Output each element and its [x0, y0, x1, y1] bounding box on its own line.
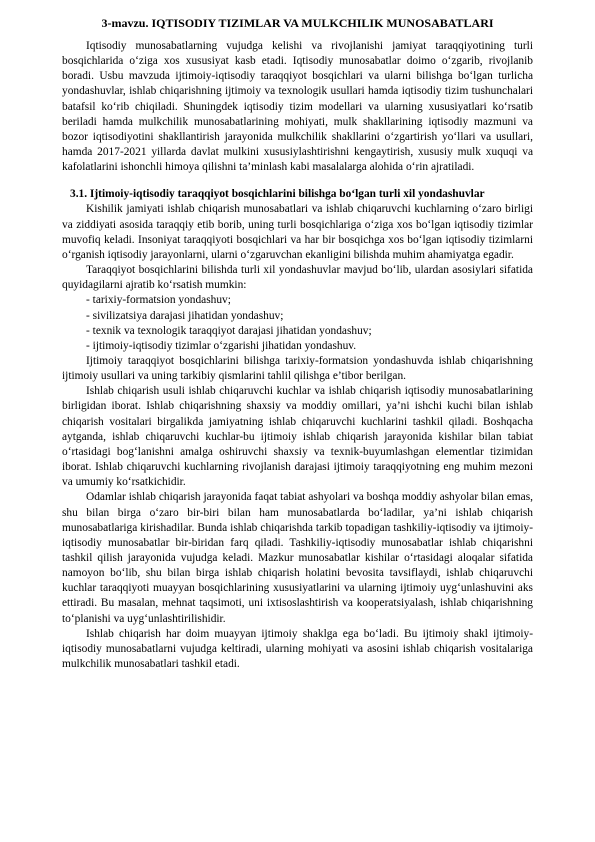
body-paragraph: Taraqqiyot bosqichlarini bilishda turli xil yondashuvlar mavjud bo‘lib, ulardan asosiylari sifatida quyidagilarni ajratib ko‘rsatish mumkin:	[62, 264, 533, 292]
page-title: 3-mavzu. IQTISODIY TIZIMLAR VA MULKCHILIK MUNOSABATLARI	[101, 16, 494, 30]
body-paragraph: Ishlab chiqarish usuli ishlab chiqaruvchi kuchlar va ishlab chiqarish iqtisodiy munosabatlarining birligidan iborat. Ishlab chiqarishning shaxsiy va moddiy omillari, ya’ni ishchi kuchi bilan ishlab chiqarish vositalari birgalikda jamiyatning ishlab chiqaruvchi kuchlarini tashkil qiladi. Boshqacha aytganda, ishlab chiqaruvchi kuchlar-bu ijtimoiy ishlab chiqarish jarayonida kishilar bilan tabiat o‘rtasidagi bog‘lanishni amalga oshiruvchi shaxsiy va texnik-buyumlashgan elementlar tizimidan iborat. Ishlab chiqaruvchi kuchlarning rivojlanish darajasi ijtimoiy taraqqiyotning eng muhim mezoni va umumiy ko‘rsatkichidir.	[62, 385, 533, 489]
list-item: - tarixiy-formatsion yondashuv;	[62, 293, 533, 308]
body-paragraph: Ishlab chiqarish har doim muayyan ijtimoiy shaklga ega bo‘ladi. Bu ijtimoiy shakl ijtimoiy-iqtisodiy munosabatlarni vujudga keltiradi, ularning mohiyati va asosini ishlab chiqarish vositalariga mulkchilik munosabatlari tashkil etadi.	[62, 627, 533, 671]
intro-paragraph: Iqtisodiy munosabatlarning vujudga kelishi va rivojlanishi jamiyat taraqqiyotining turli bosqichlarida o‘ziga xos xususiyat kasb etadi. Iqtisodiy munosabatlar doimo o‘zgarib, rivojlanib boradi. Usbu mavzuda ijtimoiy-iqtisodiy taraqqiyot bosqichlari va ularni bilishga bo‘lgan turlicha yondashuvlar, ishlab chiqarishning ijtimoiy va texnologik usullari hamda iqtisodiy tizim tushunchalari batafsil ko‘rib chiqiladi. Shuningdek iqtisodiy tizim modellari va ularning xususiyatlari ko‘rsatib beriladi hamda mulkchilik munosabatlarining mohiyati, mulk shakllarining iqtisodiy mazmuni va bozor iqtisodiyotini shakllantirish jarayonida mulkchilik shakllarini o‘zgartirish yo‘llari va usullari, hamda 2017-2021 yillarda davlat mulkini xususiylashtirishni kengaytirish, xususiy mulk xuquqi va kafolatlarini ishonchli himoya qilishni ta’minlash kabi masalalarga alohida o‘rin ajratiladi.	[62, 40, 533, 174]
list-item: - sivilizatsiya darajasi jihatidan yondashuv;	[62, 309, 533, 324]
body-paragraph: Kishilik jamiyati ishlab chiqarish munosabatlari va ishlab chiqaruvchi kuchlarning o‘zaro birligi va ziddiyati asosida taraqqiy etib borib, uning turli bosqichlariga o‘ziga xos bo‘lgan iqtisodiy tizimlar muvofiq keladi. Insoniyat taraqqiyoti bosqichlari va har bir bosqichga xos bo‘lgan iqtisodiy tizimlarni o‘rganish iqtisodiy jarayonlarni, ularni o‘zgaruvchan ekanligini bilishda muhim ahamiyatga egadir.	[62, 203, 533, 261]
body-paragraph: Ijtimoiy taraqqiyot bosqichlarini bilishga tarixiy-formatsion yondashuvda ishlab chiqarishning ijtimoiy usullari va uning tarkibiy qismlarini tahlil qilishga e’tibor berilgan.	[62, 354, 533, 383]
body-paragraph: Odamlar ishlab chiqarish jarayonida faqat tabiat ashyolari va boshqa moddiy ashyolar bilan emas, shu bilan birga o‘zaro bir-biri bilan ham munosabatlarda bo‘ladilar, ya’ni ishlab chiqarish munosabatlariga kirishadilar. Bunda ishlab chiqarishda tarkib topadigan tashkiliy-iqtisodiy va ijtimoiy-iqtisodiy munosabatlar bir-biridan farq qiladi. Tashkiliy-iqtisodiy munosabatlar ishlab chiqarishni tashkil qilish jarayonida vujudga keladi. Mazkur munosabatlar kishilar o‘rtasidagi aloqalar sifatida namoyon bo‘lib, shu bilan birga ishlab chiqarish holatini bevosita tavsiflaydi, ishlab chiqaruvchi kuchlar taraqqiyoti muayyan bosqichlarining xususiyatlarini va ularning ijtimoiy uyg‘unlashuvini aks ettiradi. Bu masalan, mehnat taqsimoti, uni ixtisoslashtirish va kooperatsiyalash, ishlab chiqarishning to‘planishi va uyg‘unlashtirilishidir.	[62, 491, 533, 625]
approaches-list	[62, 293, 533, 354]
section-heading: 3.1. Ijtimoiy-iqtisodiy taraqqiyot bosqichlarini bilishga bo‘lgan turli xil yondashuvlar	[70, 188, 485, 201]
list-item: - ijtimoiy-iqtisodiy tizimlar o‘zgarishi jihatidan yondashuv.	[62, 339, 533, 354]
list-item: - texnik va texnologik taraqqiyot darajasi jihatidan yondashuv;	[62, 324, 533, 339]
